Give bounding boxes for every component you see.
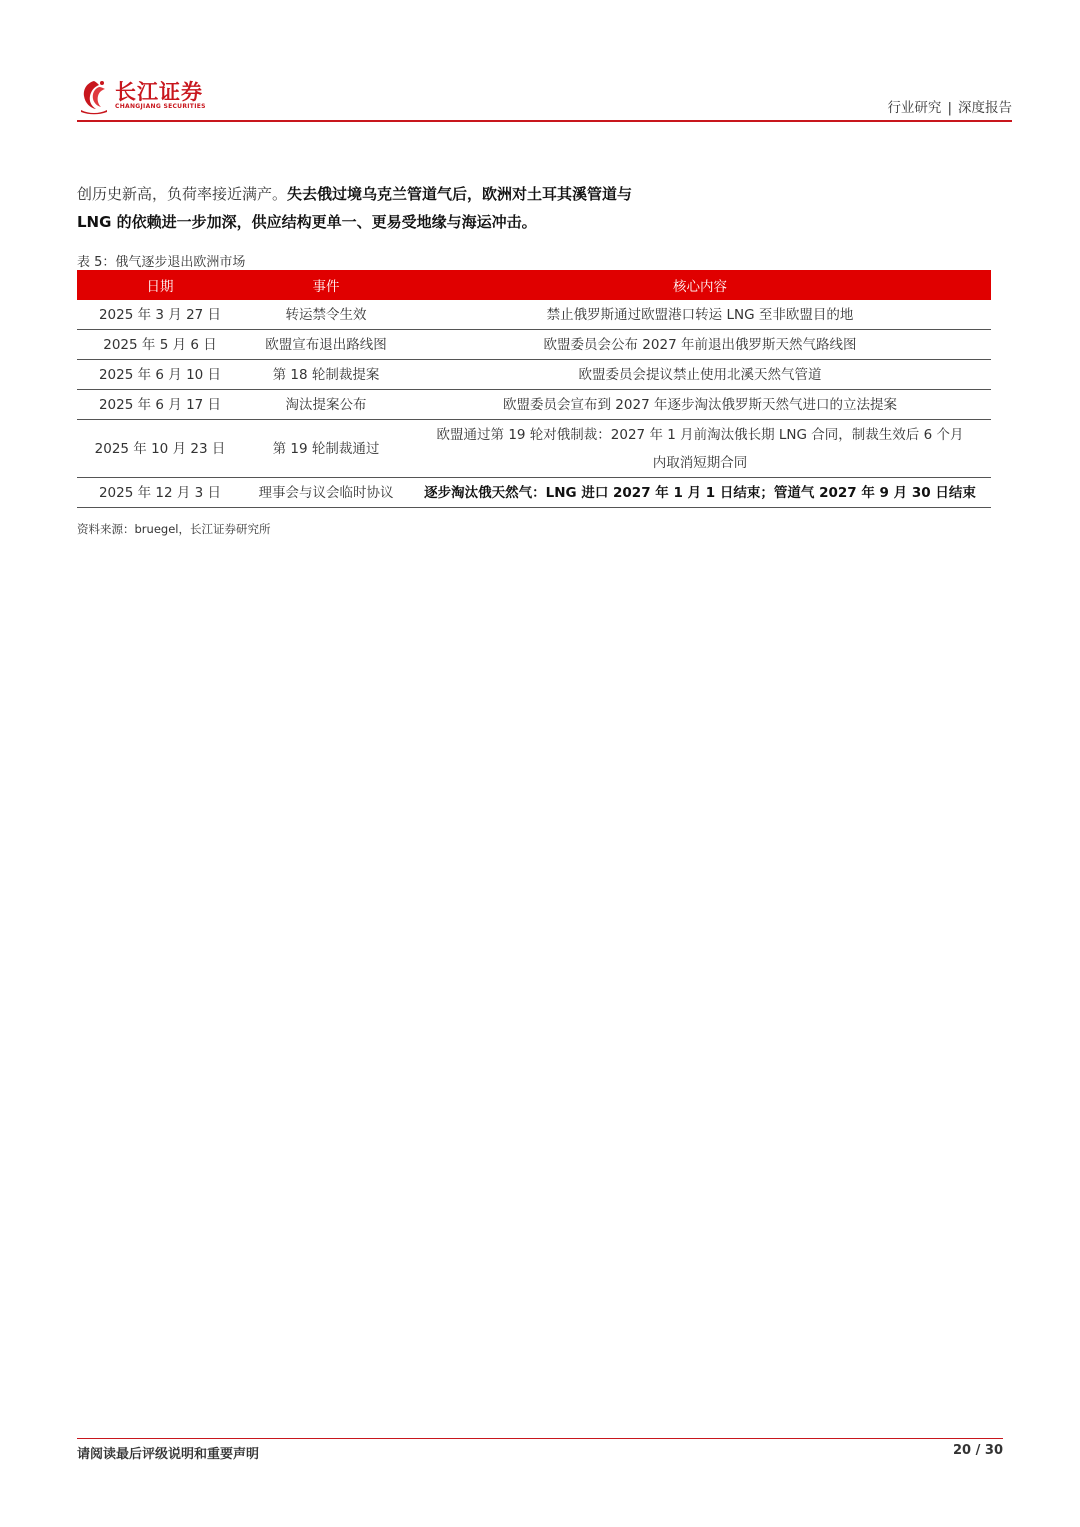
- cell-event: 欧盟宣布退出路线图: [243, 330, 409, 360]
- page-header: [77, 76, 1012, 121]
- cell-content: 禁止俄罗斯通过欧盟港口转运 LNG 至非欧盟目的地: [409, 300, 991, 330]
- cell-content: 逐步淘汰俄天然气：LNG 进口 2027 年 1 月 1 日结束；管道气 2027 年 9 月 30 日结束: [409, 478, 991, 508]
- data-table: [77, 270, 991, 508]
- company-logo: [77, 76, 206, 116]
- cell-content: 欧盟委员会宣布到 2027 年逐步淘汰俄罗斯天然气进口的立法提案: [409, 390, 991, 420]
- cell-date: 2025 年 3 月 27 日: [77, 300, 243, 330]
- table-row: [77, 330, 991, 360]
- report-type-label: 深度报告: [958, 100, 1012, 116]
- body-paragraph-line-2: [77, 208, 1017, 236]
- paragraph-bold-text-2: LNG 的依赖进一步加深，供应结构更单一、更易受地缘与海运冲击。: [77, 213, 537, 231]
- table-row: [77, 390, 991, 420]
- logo-english-name: CHANGJIANG SECURITIES: [115, 103, 206, 110]
- cell-date: 2025 年 6 月 10 日: [77, 360, 243, 390]
- paragraph-normal-text: 创历史新高，负荷率接近满产。: [77, 185, 288, 203]
- header-date: 日期: [77, 270, 243, 300]
- cell-content: 欧盟委员会提议禁止使用北溪天然气管道: [409, 360, 991, 390]
- header-divider: [77, 120, 1012, 122]
- cell-date: 2025 年 10 月 23 日: [77, 420, 243, 478]
- cell-event: 第 18 轮制裁提案: [243, 360, 409, 390]
- cell-content-line-1: 欧盟通过第 19 轮对俄制裁：2027 年 1 月前淘汰俄长期 LNG 合同，制裁生效后 6 个月: [436, 426, 964, 443]
- body-paragraph-line-1: [77, 180, 1017, 208]
- table-header-row: [77, 270, 991, 300]
- cell-content: [409, 420, 991, 478]
- category-label: 行业研究: [887, 100, 942, 116]
- cell-event: 理事会与议会临时协议: [243, 478, 409, 508]
- cell-event: 第 19 轮制裁通过: [243, 420, 409, 478]
- table-row: [77, 478, 991, 508]
- page-number: 20 / 30: [953, 1443, 1003, 1458]
- cell-date: 2025 年 12 月 3 日: [77, 478, 243, 508]
- table-row: [77, 420, 991, 478]
- cell-content: 欧盟委员会公布 2027 年前退出俄罗斯天然气路线图: [409, 330, 991, 360]
- logo-chinese-name: 长江证券: [115, 80, 203, 104]
- table-row: [77, 360, 991, 390]
- report-category: [887, 96, 1012, 116]
- cell-event: 淘汰提案公布: [243, 390, 409, 420]
- cell-date: 2025 年 6 月 17 日: [77, 390, 243, 420]
- table-row: [77, 300, 991, 330]
- header-separator: |: [947, 100, 952, 116]
- footer-divider: [77, 1438, 1003, 1439]
- cell-event: 转运禁令生效: [243, 300, 409, 330]
- dragon-logo-icon: [77, 77, 111, 115]
- cell-date: 2025 年 5 月 6 日: [77, 330, 243, 360]
- table-source: 资料来源：bruegel，长江证券研究所: [77, 522, 271, 536]
- footer-disclaimer: 请阅读最后评级说明和重要声明: [77, 1447, 260, 1462]
- cell-content-line-2: 内取消短期合同: [652, 454, 748, 471]
- header-event: 事件: [243, 270, 409, 300]
- header-content: 核心内容: [409, 270, 991, 300]
- table-caption: 表 5：俄气逐步退出欧洲市场: [77, 255, 246, 270]
- paragraph-bold-text: 失去俄过境乌克兰管道气后，欧洲对土耳其溪管道与: [287, 185, 633, 203]
